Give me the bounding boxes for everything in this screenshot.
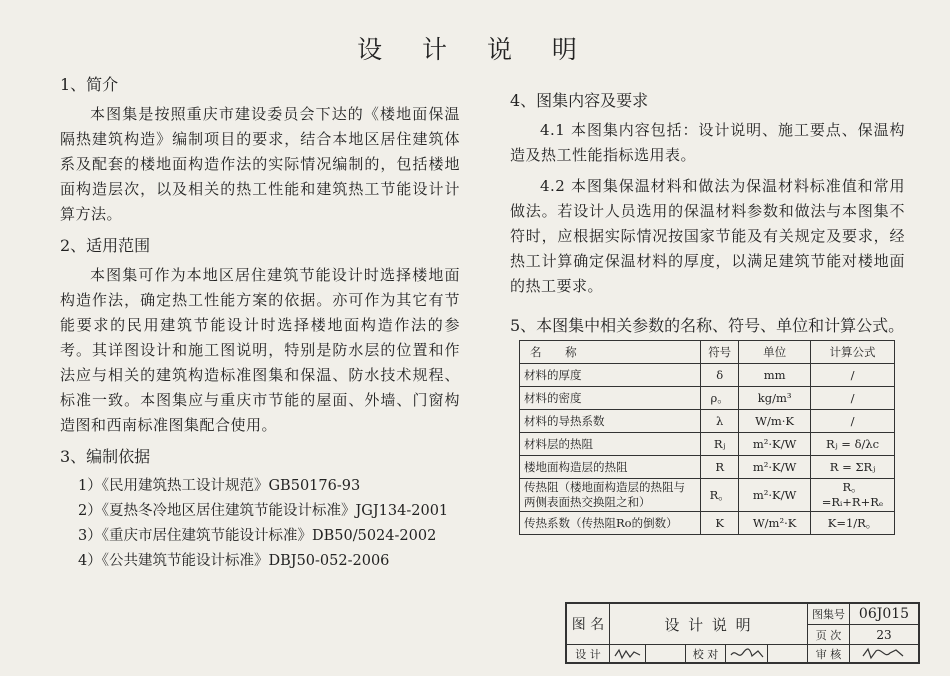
right-column bbox=[510, 88, 905, 339]
cell-formula: R = ΣRⱼ bbox=[811, 456, 895, 479]
page-title: 设 计 说 明 bbox=[357, 35, 593, 64]
reference-item: 3）《重庆市居住建筑节能设计标准》DB50/5024-2002 bbox=[78, 528, 437, 544]
cell-symbol: δ bbox=[701, 364, 739, 387]
label-atlas-number: 图集号 bbox=[812, 608, 845, 621]
cell-unit: m²·K/W bbox=[739, 479, 811, 512]
label-drawing-name: 图 名 bbox=[571, 617, 605, 633]
cell-unit: mm bbox=[739, 364, 811, 387]
cell-name: 材料的厚度 bbox=[520, 364, 701, 387]
cell-name: 楼地面构造层的热阻 bbox=[520, 456, 701, 479]
table-row bbox=[520, 433, 895, 456]
cell-formula: K=1/R。 bbox=[811, 512, 895, 535]
section-5-title: 5、本图集中相关参数的名称、符号、单位和计算公式。 bbox=[510, 316, 905, 335]
left-column bbox=[60, 72, 460, 574]
table-row bbox=[520, 364, 895, 387]
cell-symbol: ρ。 bbox=[701, 387, 739, 410]
cell-formula: Rⱼ = δ/λc bbox=[811, 433, 895, 456]
cell-symbol: R bbox=[701, 456, 739, 479]
header-formula: 计算公式 bbox=[811, 341, 895, 364]
table-row bbox=[520, 456, 895, 479]
table-row bbox=[520, 387, 895, 410]
cell-name: 材料层的热阻 bbox=[520, 433, 701, 456]
section-1-text: 本图集是按照重庆市建设委员会下达的《楼地面保温隔热建筑构造》编制项目的要求，结合本地区居住建筑体系及配套的楼地面构造作法的实际情况编制的，包括楼地面构造层次，以及相关的热工性能和建筑热工节能设计计算方法。 bbox=[60, 105, 460, 223]
cell-formula: / bbox=[811, 387, 895, 410]
label-review: 审 核 bbox=[815, 647, 842, 661]
reference-item: 1）《民用建筑热工设计规范》GB50176-93 bbox=[78, 478, 361, 494]
drawing-name: 设 计 说 明 bbox=[664, 615, 753, 634]
cell-formula: / bbox=[811, 410, 895, 433]
cell-symbol: Rⱼ bbox=[701, 433, 739, 456]
label-design: 设 计 bbox=[575, 647, 601, 661]
section-3-title: 3、编制依据 bbox=[60, 447, 151, 466]
table-row bbox=[520, 512, 895, 535]
cell-formula: R。=Rᵢ+R+Rₑ bbox=[811, 479, 895, 512]
cell-symbol: R。 bbox=[701, 479, 739, 512]
reference-item: 4）《公共建筑节能设计标准》DBJ50-052-2006 bbox=[78, 553, 390, 569]
header-name: 名 称 bbox=[520, 341, 701, 364]
title-block bbox=[565, 602, 920, 664]
page-number: 23 bbox=[876, 627, 892, 642]
section-2-text: 本图集可作为本地区居住建筑节能设计时选择楼地面构造作法，确定热工性能方案的依据。亦可作为其它有节能要求的民用建筑节能设计时选择楼地面构造作法的参考。其详图设计和施工图说明，特别是防水层的位置和作法应与相关的建筑构造标准图集和保温、防水技术规程、标准一致。本图集应与重庆市节能的屋面、外墙、门窗构造图和西南标准图集配合使用。 bbox=[60, 266, 460, 434]
reviewer-signature bbox=[850, 645, 918, 662]
signature-mark bbox=[728, 647, 766, 661]
section-2-title: 2、适用范围 bbox=[60, 236, 151, 255]
cell-unit: m²·K/W bbox=[739, 433, 811, 456]
table-header-row bbox=[520, 341, 895, 364]
atlas-number: 06J015 bbox=[858, 606, 910, 622]
label-page: 页 次 bbox=[815, 628, 842, 642]
label-check: 校 对 bbox=[692, 647, 719, 661]
cell-name: 材料的导热系数 bbox=[520, 410, 701, 433]
cell-symbol: K bbox=[701, 512, 739, 535]
section-4-title: 4、图集内容及要求 bbox=[510, 91, 649, 110]
reference-list bbox=[78, 474, 460, 574]
cell-unit: W/m·K bbox=[739, 410, 811, 433]
section-1-title: 1、简介 bbox=[60, 75, 119, 94]
cell-name: 传热系数（传热阻Ro的倒数） bbox=[520, 512, 701, 535]
signature-mark bbox=[613, 647, 643, 661]
checker-signature bbox=[726, 645, 767, 662]
parameter-table bbox=[519, 340, 895, 535]
table-row bbox=[520, 479, 895, 512]
cell-unit: W/m²·K bbox=[739, 512, 811, 535]
table-row bbox=[520, 410, 895, 433]
section-4-2-text: 4.2 本图集保温材料和做法为保温材料标准值和常用做法。若设计人员选用的保温材料参数和做法与本图集不符时，应根据实际情况按国家节能及有关规定及要求，经热工计算确定保温材料的厚度，以满足建筑节能对楼地面的热工要求。 bbox=[510, 177, 905, 295]
cell-name: 传热阻（楼地面构造层的热阻与两侧表面热交换阻之和） bbox=[520, 479, 701, 512]
cell-unit: m²·K/W bbox=[739, 456, 811, 479]
cell-formula: / bbox=[811, 364, 895, 387]
section-4-1-text: 4.1 本图集内容包括：设计说明、施工要点、保温构造及热工性能指标选用表。 bbox=[510, 121, 905, 164]
header-unit: 单位 bbox=[739, 341, 811, 364]
cell-unit: kg/m³ bbox=[739, 387, 811, 410]
header-symbol: 符号 bbox=[701, 341, 739, 364]
designer-signature bbox=[610, 645, 645, 662]
signature-mark bbox=[859, 646, 909, 661]
cell-name: 材料的密度 bbox=[520, 387, 701, 410]
reference-item: 2）《夏热冬冷地区居住建筑节能设计标准》JGJ134-2001 bbox=[78, 503, 449, 519]
cell-symbol: λ bbox=[701, 410, 739, 433]
